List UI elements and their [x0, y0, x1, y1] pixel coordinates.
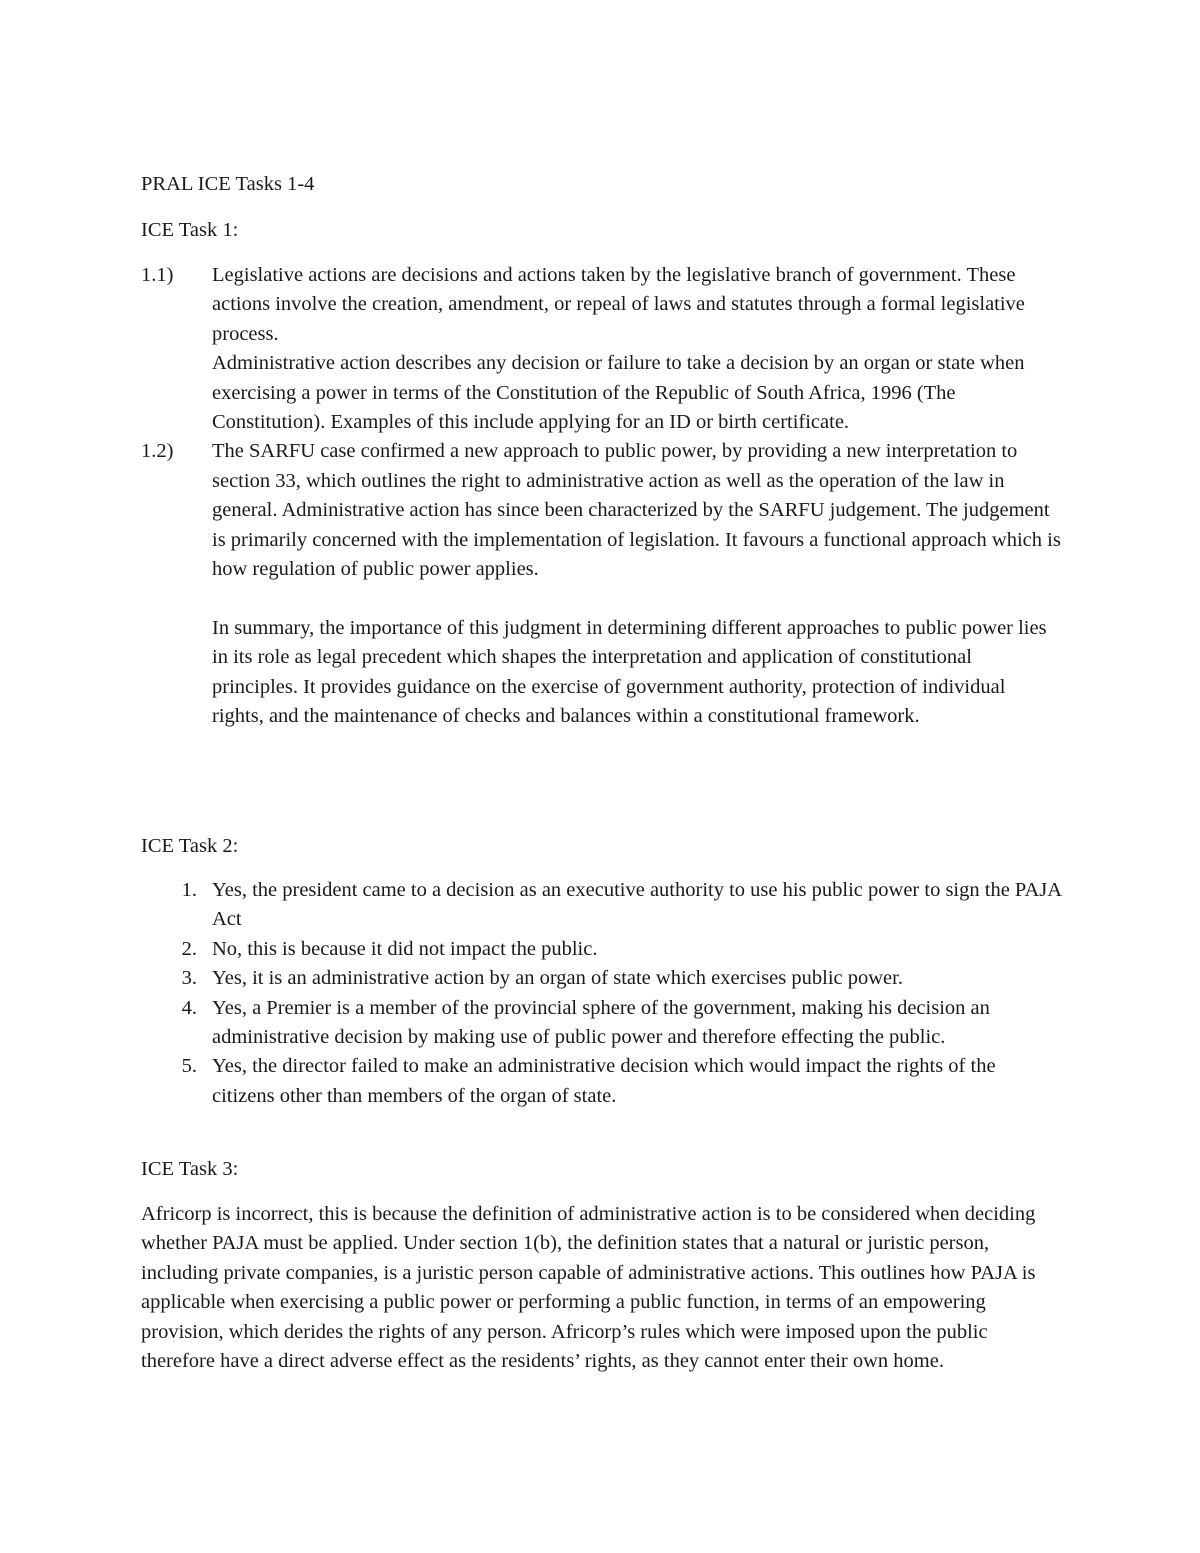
item-text — [212, 437, 1061, 731]
task1-item-1-2 — [141, 437, 1061, 731]
summary-paragraph: In summary, the importance of this judgment in determining different approaches to public power lies in its role as legal precedent which shapes the interpretation and application of constitutional principles. It provides guidance on the exercise of government authority, protection of individual rights, and the maintenance of checks and balances within a constitutional framework. — [212, 616, 1047, 728]
list-item — [141, 1052, 1061, 1111]
list-text: Yes, a Premier is a member of the provincial sphere of the government, making his decision an administrative decision by making use of public power and therefore effecting the public. — [212, 996, 990, 1049]
list-number: 5. — [181, 1055, 197, 1078]
list-text: Yes, the director failed to make an administrative decision which would impact the rights of the citizens other than members of the organ of state. — [212, 1055, 996, 1107]
list-item — [141, 935, 1061, 964]
list-item — [141, 994, 1061, 1053]
document-title: PRAL ICE Tasks 1-4 — [141, 173, 315, 195]
task3-heading: ICE Task 3: — [141, 1158, 239, 1180]
list-number: 2. — [181, 937, 197, 960]
task1-heading: ICE Task 1: — [141, 219, 239, 241]
list-number: 4. — [181, 996, 197, 1019]
task3-paragraph: Africorp is incorrect, this is because the definition of administrative action is to be considered when deciding whether PAJA must be applied. Under section 1(b), the definition states that a natural or juristic person, including private companies, is a juristic person capable of administrative actions. This outlines how PAJA is applicable when exercising a public power or performing a public function, in terms of an empowering provision, which derides the rights of any person. Africorp’s rules which were imposed upon the public therefore have a direct adverse effect as the residents’ rights, as they cannot enter their own home. — [141, 1203, 1036, 1373]
legislative-action-definition: Legislative actions are decisions and actions taken by the legislative branch of government. These actions involve the creation, amendment, or repeal of laws and statutes through a formal legislative process. — [212, 264, 1025, 345]
list-text: No, this is because it did not impact the public. — [212, 937, 598, 960]
item-text — [212, 261, 1061, 437]
task1-list — [141, 261, 1061, 731]
list-number: 3. — [181, 967, 197, 990]
task2-list — [141, 876, 1061, 1111]
item-label: 1.1) — [141, 264, 174, 286]
task2-heading: ICE Task 2: — [141, 835, 239, 857]
item-label: 1.2) — [141, 440, 174, 463]
list-text: Yes, it is an administrative action by an organ of state which exercises public power. — [212, 967, 903, 990]
list-item — [141, 964, 1061, 993]
list-number: 1. — [181, 879, 197, 901]
list-text: Yes, the president came to a decision as an executive authority to use his public power to sign the PAJA Act — [212, 879, 1061, 931]
task1-item-1-1 — [141, 261, 1061, 437]
sarfu-case-paragraph: The SARFU case confirmed a new approach to public power, by providing a new interpretation to section 33, which outlines the right to administrative action as well as the operation of the law in general. Administrative action has since been characterized by the SARFU judgement. The judgement is primarily concerned with the implementation of legislation. It favours a functional approach which is how regulation of public power applies. — [212, 440, 1061, 581]
administrative-action-definition: Administrative action describes any decision or failure to take a decision by an organ or state when exercising a power in terms of the Constitution of the Republic of South Africa, 1996 (The Constitution). Examples of this include applying for an ID or birth certificate. — [212, 352, 1025, 434]
list-item — [141, 876, 1061, 935]
